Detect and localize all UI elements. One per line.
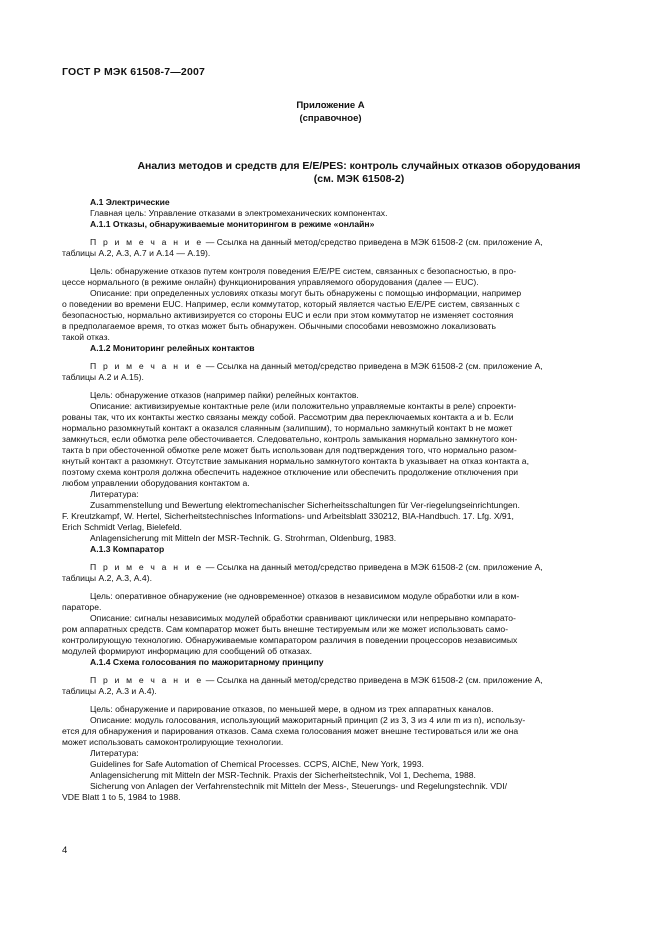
note xyxy=(90,562,656,573)
annex-subtitle: (справочное) xyxy=(299,113,362,124)
paragraph: Цель: обнаружение и парирование отказов, по меньшей мере, в одном из трех аппаратных каналов. xyxy=(90,704,494,714)
paragraph-continuation: такта b при обесточенной обмотке реле может быть использован для подтверждения того, что нормально разом- xyxy=(62,445,517,455)
paragraph-continuation: такой отказ. xyxy=(62,332,110,342)
note-continuation: таблицы А.2, А.3, А.4). xyxy=(62,573,152,583)
note-label: П р и м е ч а н и е xyxy=(90,361,204,371)
main-title-line-1: Анализ методов и средств для E/E/PES: контроль случайных отказов оборудования xyxy=(137,160,581,172)
paragraph-continuation: нормально разомкнутый контакт a оказался слаянным (залипшим), то нормально замкнутый контакт b не может xyxy=(62,423,513,433)
paragraph: Цель: обнаружение отказов (например пайки) релейных контактов. xyxy=(90,390,359,400)
subsection-heading: А.1.3 Компаратор xyxy=(90,544,165,554)
literature-label: Литература: xyxy=(90,748,139,758)
paragraph-continuation: любом управлении оборудования контактом a. xyxy=(62,478,250,488)
reference: Anlagensicherung mit Mitteln der MSR-Technik. Praxis der Sicherheitstechnik, Vol 1, Dechema, 1988. xyxy=(90,770,476,780)
paragraph-continuation: рованы так, что их контакты жестко связаны между собой. Рассмотрим два переключаемых контакта a и b. Если xyxy=(62,412,514,422)
paragraph-continuation: безопасностью, нормально активизируется со стороны EUC и если при этом коммутатор не изменяет состояния xyxy=(62,310,514,320)
paragraph-continuation: цессе нормального (в режиме онлайн) функционирования управляемого оборудования (далее — EUC). xyxy=(62,277,479,287)
subsection-heading: А.1.2 Мониторинг релейных контактов xyxy=(90,343,255,353)
paragraph-continuation: может использовать самоконтролирующие технологии. xyxy=(62,737,284,747)
reference: Zusammenstellung und Bewertung elektromechanischer Sicherheitsschaltungen für Ver-riegelungseinrichtungen. xyxy=(90,500,520,510)
annex-title: Приложение А xyxy=(296,100,365,111)
document-body xyxy=(62,197,656,803)
paragraph: Описание: активизируемые контактные реле (или положительно управляемые контакты в реле) спроекти- xyxy=(90,401,517,411)
note xyxy=(90,675,656,686)
note-text: — Ссылка на данный метод/средство приведена в МЭК 61508-2 (см. приложение А, xyxy=(203,237,543,247)
note-label: П р и м е ч а н и е xyxy=(90,237,204,247)
paragraph-continuation: о поведении во времени EUC. Например, если коммутатор, который является частью E/E/PE систем, связанных с xyxy=(62,299,520,309)
paragraph-continuation: ром аппаратных средств. Сам компаратор может быть внешне тестируемым или же может использовать само- xyxy=(62,624,509,634)
paragraph: Описание: при определенных условиях отказы могут быть обнаружены с помощью информации, например xyxy=(90,288,522,298)
note-text: — Ссылка на данный метод/средство приведена в МЭК 61508-2 (см. приложение А, xyxy=(203,675,543,685)
subsection-heading: А.1.4 Схема голосования по мажоритарному принципу xyxy=(90,657,324,667)
paragraph-continuation: замкнуться, если обмотка реле обесточивается. Следовательно, контроль замыкания нормально замкнутого кон- xyxy=(62,434,518,444)
literature-label: Литература: xyxy=(90,489,139,499)
paragraph-continuation: ется для обнаружения и парирования отказов. Сама схема голосования может внешне тестироваться или же она xyxy=(62,726,519,736)
reference: Sicherung von Anlagen der Verfahrenstechnik mit Mitteln der Mess-, Steuerungs- und Regelungstechnik. VDI/ xyxy=(90,781,508,791)
paragraph: Цель: обнаружение отказов путем контроля поведения E/E/PE систем, связанных с безопасностью, в про- xyxy=(90,266,517,276)
note-text: — Ссылка на данный метод/средство приведена в МЭК 61508-2 (см. приложение А, xyxy=(203,562,543,572)
paragraph-continuation: контролирующую технологию. Обнаруживаемые компаратором различия в поведении процессоров независимых xyxy=(62,635,518,645)
note-text: — Ссылка на данный метод/средство приведена в МЭК 61508-2 (см. приложение А, xyxy=(203,361,543,371)
paragraph-continuation: кнутый контакт a разомкнут. Отсутствие замыкания нормально замкнутого контакта b указывает на отказ контакта a, xyxy=(62,456,529,466)
note xyxy=(90,361,656,372)
paragraph-continuation: в предполагаемое время, то отказ может быть обнаружен. Обычными способами невозможно локализовать xyxy=(62,321,496,331)
main-title-line-2: (см. МЭК 61508-2) xyxy=(313,173,405,185)
paragraph-continuation: поэтому схема контроля должна обеспечить надежное отключение или обеспечить продолжение отключения при xyxy=(62,467,519,477)
paragraph: Цель: оперативное обнаружение (не одновременное) отказов в независимом модуле обработки или в ком- xyxy=(90,591,520,601)
note-continuation: таблицы А.2, А.3 и А.4). xyxy=(62,686,157,696)
page-number: 4 xyxy=(62,845,68,856)
note-continuation: таблицы А.2 и А.15). xyxy=(62,372,144,382)
note-label: П р и м е ч а н и е xyxy=(90,675,204,685)
paragraph: Главная цель: Управление отказами в электромеханических компонентах. xyxy=(90,208,388,218)
reference: Guidelines for Safe Automation of Chemical Processes. CCPS, AIChE, New York, 1993. xyxy=(90,759,424,769)
note xyxy=(90,237,656,248)
reference-continuation: Erich Schmidt Verlag, Bielefeld. xyxy=(62,522,182,532)
paragraph: Описание: сигналы независимых модулей обработки сравнивают циклически или непрерывно компарато- xyxy=(90,613,516,623)
reference: Anlagensicherung mit Mitteln der MSR-Technik. G. Strohrman, Oldenburg, 1983. xyxy=(90,533,397,543)
reference-continuation: VDE Blatt 1 to 5, 1984 to 1988. xyxy=(62,792,181,802)
main-title xyxy=(62,160,656,186)
note-continuation: таблицы А.2, А.3, А.7 и А.14 — А.19). xyxy=(62,248,211,258)
paragraph-continuation: параторе. xyxy=(62,602,102,612)
section-heading: А.1 Электрические xyxy=(90,197,170,207)
paragraph: Описание: модуль голосования, использующий мажоритарный принцип (2 из 3, 3 из 4 или m из n), использу- xyxy=(90,715,526,725)
standard-header: ГОСТ Р МЭК 61508-7—2007 xyxy=(62,66,206,78)
note-label: П р и м е ч а н и е xyxy=(90,562,204,572)
reference-continuation: F. Kreutzkampf, W. Hertel, Sicherheitstechnisches Informations- und Arbeitsblatt 330212, BIA-Handbuch. 17. Lfg. X/91, xyxy=(62,511,514,521)
subsection-heading: А.1.1 Отказы, обнаруживаемые мониторингом в режиме «онлайн» xyxy=(90,219,375,229)
paragraph-continuation: модулей формируют информацию для сообщений об отказах. xyxy=(62,646,313,656)
